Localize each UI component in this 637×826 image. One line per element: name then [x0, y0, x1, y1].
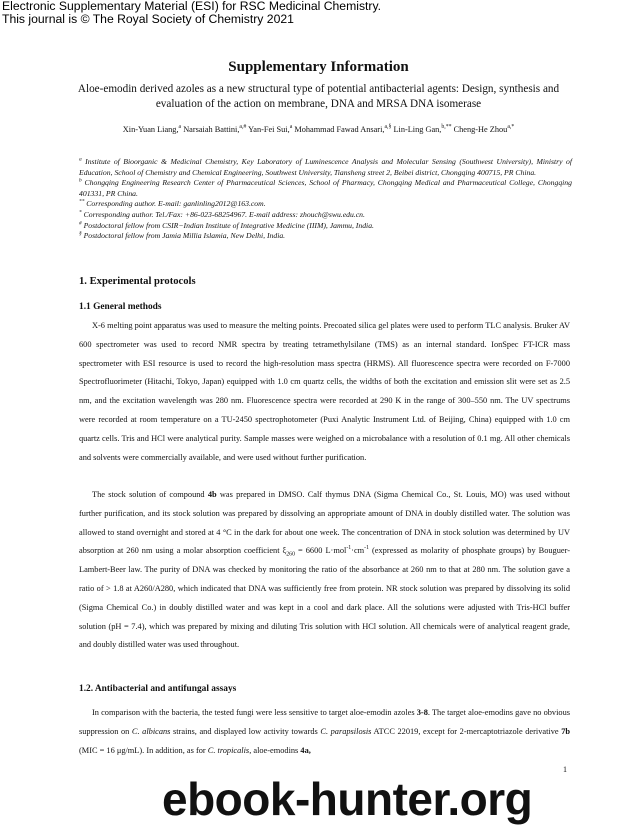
- affil-text: Postdoctoral fellow from CSIR−Indian Institute of Integrative Medicine (IIIM), Jammu, India.: [83, 220, 374, 230]
- author-affil-mark: b,**: [441, 124, 452, 131]
- watermark: ebook-hunter.org: [162, 773, 533, 825]
- corresponding-author-1: [79, 210, 572, 221]
- compound-label: 7b: [561, 726, 571, 736]
- affil-mark: *: [79, 209, 82, 216]
- paragraph-dna-preparation: [79, 486, 570, 655]
- author: Lin-Ling Gan,: [393, 125, 442, 134]
- body-paragraph: [79, 704, 570, 760]
- affil-mark: #: [79, 220, 82, 226]
- text-run: (MIC = 16 μg/mL). In addition, as for: [79, 745, 208, 755]
- affiliation-b: [79, 178, 572, 199]
- author: Narsaiah Battini,: [183, 125, 240, 134]
- compound-label: 4a,: [300, 745, 311, 755]
- compound-label: 3-8: [416, 708, 428, 717]
- esi-line-1: Electronic Supplementary Material (ESI) for RSC Medicinal Chemistry.: [2, 0, 382, 13]
- text-run: was prepared in DMSO. Calf thymus DNA (Sigma Chemical Co., St. Louis, MO) was used without further purification, and its stock solution was prepared by dissolving an appropriate amount of DNA in doubly distilled water. The solution was allowed to stand overnight and stored at 4 °C in the dark for about one week. The concentration of DNA in stock solution was determined by UV absorption at 260 nm using a molar absorption coefficient ξ: [79, 490, 571, 556]
- body-paragraph: [79, 486, 570, 655]
- text-run: strains, and displayed low activity towards: [170, 726, 321, 736]
- species-name: C. tropicalis: [207, 745, 250, 755]
- text-run: In comparison with the bacteria, the tested fungi were less sensitive to target aloe-emodin azoles: [92, 708, 417, 717]
- esi-header: [2, 0, 381, 26]
- document-title: Supplementary Information: [228, 59, 409, 75]
- author-list: [60, 125, 577, 134]
- species-name: C. albicans: [131, 726, 171, 736]
- author-affil-mark: a: [178, 124, 182, 131]
- paragraph-general-methods: X-6 melting point apparatus was used to measure the melting points. Precoated silica gel plates were used to perform TLC analysis. Bruker AV 600 spectrometer was used to record NMR spectra by treating tetramethylsilane (TMS) as an internal standard. IonSpec FT-ICR mass spectrometer with ESI resource is used to record the high-resolution mass spectra (HRMS). All fluorescence spectra were recorded on F-7000 Spectrofluorimeter (Hitachi, Tokyo, Japan) equipped with 1.0 cm quartz cells, the widths of both the excitation and emission slit were set as 2.5 nm, and the excitation wavelength was 280 nm. Fluorescence spectra were recorded at 290 K in the range of 300–550 nm. The UV spectrums were recorded at room temperature on a TU-2450 spectrophotometer (Puxi Analytic Instrument Ltd. of Beijing, China) equipped with 1.0 cm quartz cells. Tris and HCl were analytical purity. Sample masses were weighed on a microbalance with a resolution of 0.1 mg. All other chemicals and solvents were commercially available, and were used without further purification.: [79, 321, 570, 462]
- superscript: -1: [346, 545, 352, 552]
- author-affil-mark: a,*: [507, 124, 515, 131]
- affil-mark: a: [79, 156, 82, 163]
- species-name: C. parapsilosis: [320, 726, 372, 736]
- postdoc-note-1: [79, 221, 572, 232]
- affil-text: Chongqing Engineering Research Center of Pharmaceutical Sciences, School of Pharmacy, Chongqing Medical and Pharmaceutical College, Chongqing 401331, PR China.: [79, 178, 572, 198]
- text-run: ·cm: [351, 546, 365, 556]
- affiliation-a: [79, 157, 572, 178]
- corresponding-author-2: [79, 199, 572, 210]
- subsection-heading: 1.2. Antibacterial and antifungal assays: [79, 684, 237, 694]
- affil-text: Corresponding author. Tel./Fax: +86-023-68254967. E-mail address: zhouch@swu.edu.cn.: [83, 209, 365, 219]
- compound-label: 4b: [207, 490, 217, 499]
- paragraph-antibacterial: [79, 704, 570, 760]
- page-number: 1: [563, 765, 567, 774]
- affiliations: [79, 157, 572, 242]
- text-run: = 6600 L·mol: [295, 546, 347, 556]
- author-affil-mark: a,§: [384, 124, 392, 131]
- affil-text: Postdoctoral fellow from Jamia Millia Islamia, New Delhi, India.: [83, 231, 286, 241]
- author: Cheng-He Zhou: [453, 125, 508, 134]
- section-heading: 1. Experimental protocols: [79, 276, 196, 287]
- author-affil-mark: a: [289, 124, 293, 131]
- author-affil-mark: a,#: [239, 124, 247, 131]
- author: Yan-Fei Sui,: [248, 125, 290, 134]
- affil-text: Corresponding author. E-mail: ganlinling2012@163.com.: [86, 199, 266, 209]
- superscript: -1: [364, 545, 370, 552]
- subscript: 260: [286, 552, 296, 559]
- affil-mark: §: [79, 230, 82, 237]
- esi-line-2: This journal is © The Royal Society of Chemistry 2021: [2, 12, 294, 26]
- text-run: . The target aloe-emodins gave no obvious suppression on: [79, 708, 571, 736]
- affil-text: Institute of Bioorganic & Medicinal Chemistry, Key Laboratory of Luminescence Analysis and Molecular Sensing (Southwest University), Ministry of Education, School of Chemistry and Chemical Engineering, Southwest University, Tiansheng street 2, Beibei district, Chongqing 400715, PR China.: [79, 157, 572, 177]
- body-paragraph: [79, 317, 570, 467]
- author: Mohammad Fawad Ansari,: [294, 125, 385, 134]
- paper-title: Aloe-emodin derived azoles as a new structural type of potential antibacterial agents: Design, synthesis and evaluation of the action on membrane, DNA and MRSA DNA isomerase: [77, 83, 560, 110]
- text-run: The stock solution of compound: [92, 490, 208, 499]
- text-run: , aloe-emodins: [249, 745, 301, 755]
- text-run: ATCC 22019, except for 2-mercaptotriazole derivative: [371, 726, 562, 736]
- postdoc-note-2: [79, 231, 572, 242]
- text-run: (expressed as molarity of phosphate groups) by Bouguer-Lambert-Beer law. The purity of DNA was checked by monitoring the ratio of the absorbance at 260 nm to that at 280 nm. The solution gave a ratio of > 1.8 at A260/A280, which indicated that DNA was sufficiently free from protein. NR stock solution was prepared by dissolving its solid (Sigma Chemical Co.) in doubly distilled water and was kept in a cool and dark place. All the solutions were adjusted with Tris-HCl buffer solution (pH = 7.4), which was prepared by mixing and diluting Tris solution with HCl solution. All chemicals were of analytical reagent grade, and doubly distilled water was used throughout.: [79, 546, 570, 650]
- affil-mark: b: [79, 177, 82, 184]
- subsection-heading: 1.1 General methods: [79, 302, 162, 312]
- author: Xin-Yuan Liang,: [122, 125, 179, 134]
- affil-mark: **: [79, 198, 85, 205]
